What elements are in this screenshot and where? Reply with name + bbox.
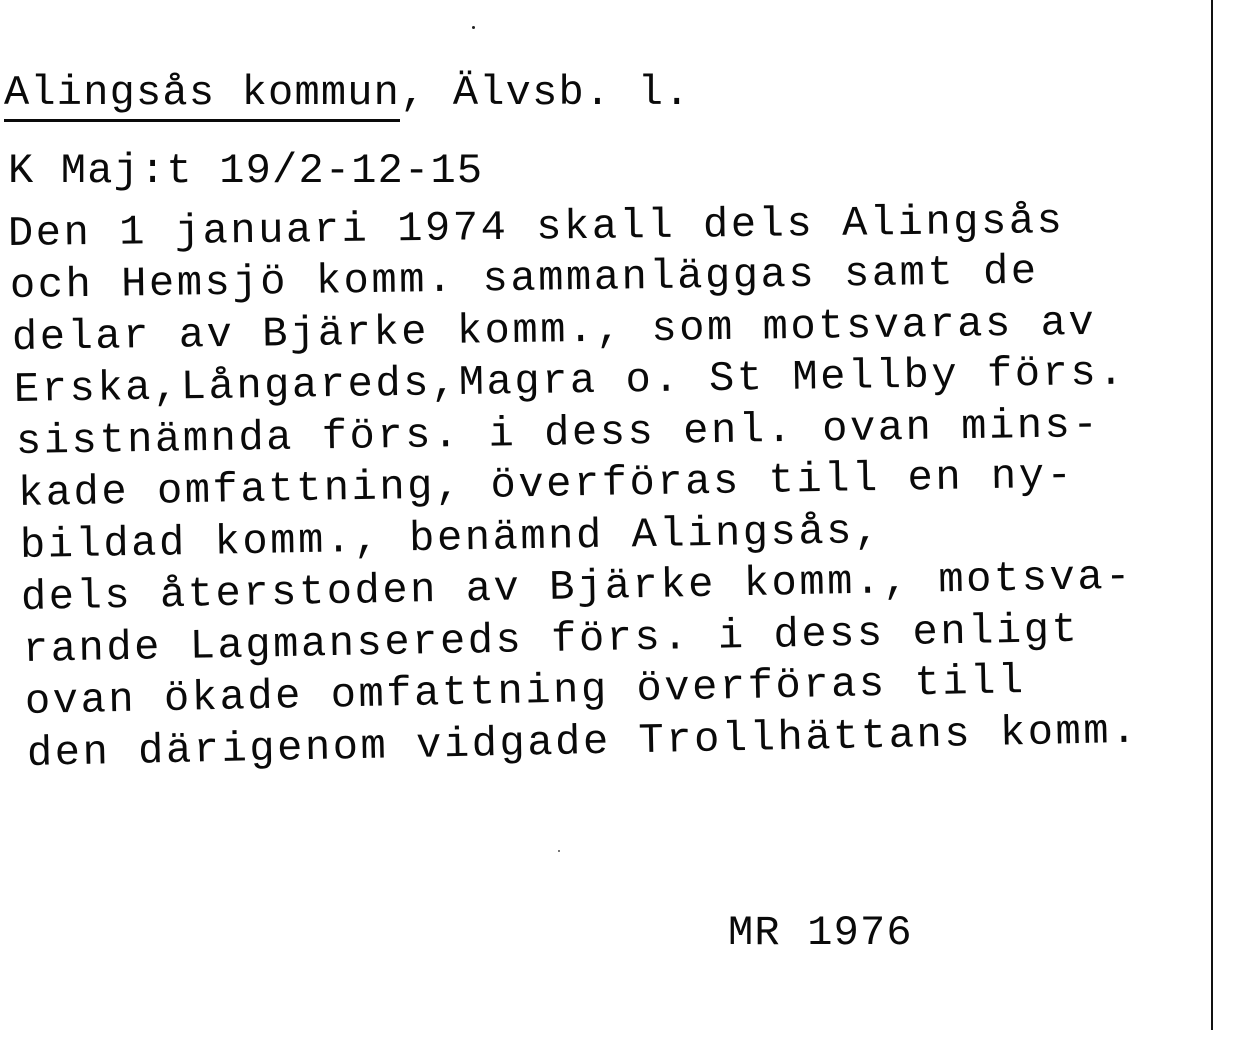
body-line: sistnämnda förs. i dess enl. ovan mins- [15, 400, 1101, 466]
body-line: ovan ökade omfattning överföras till [24, 657, 1027, 726]
municipality-name: Alingsås kommun [4, 69, 400, 122]
ink-speck [472, 26, 475, 29]
body-line: bildad komm., benämnd Alingsås, [19, 506, 883, 570]
decision-reference: K Maj:t 19/2-12-15 [8, 147, 484, 195]
body-line: och Hemsjö komm. sammanläggas samt de [9, 247, 1040, 310]
card-body-text [7, 197, 1228, 780]
body-line: kade omfattning, överföras till en ny- [17, 451, 1075, 518]
card-heading [4, 69, 691, 117]
heading-separator: , [400, 69, 427, 117]
body-line: Erska,Långareds,Magra o. St Mellby förs. [13, 348, 1127, 414]
body-line: rande Lagmansereds förs. i dess enligt [22, 605, 1080, 674]
body-line: dels återstoden av Bjärke komm., motsva- [20, 552, 1134, 622]
county-abbreviation: Älvsb. l. [426, 69, 691, 117]
body-line: den därigenom vidgade Trollhättans komm. [26, 706, 1140, 778]
ink-speck [558, 850, 560, 852]
signature-stamp: MR 1976 [728, 909, 913, 957]
body-line: delar av Bjärke komm., som motsvaras av [11, 298, 1097, 362]
body-line: Den 1 januari 1974 skall dels Alingsås [7, 197, 1065, 258]
